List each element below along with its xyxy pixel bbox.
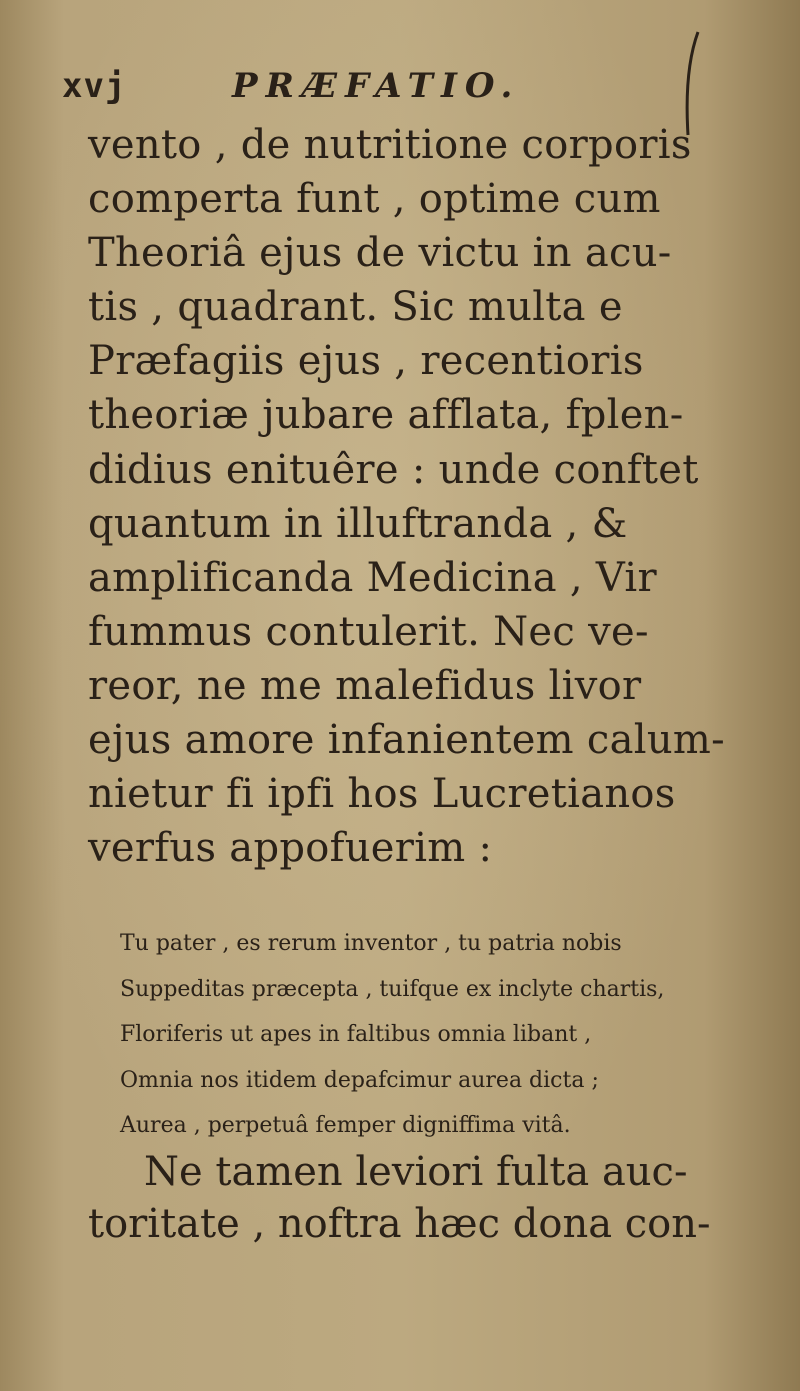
text-line: quantum in illuftranda , &: [88, 500, 628, 547]
text-line: vento , de nutritione corporis: [88, 122, 692, 168]
verse-line: Aurea , perpetuâ femper digniffima vitâ.: [120, 1113, 571, 1139]
verse-quotation: [120, 921, 760, 1149]
page-header: [62, 66, 682, 116]
closing-paragraph: [88, 1146, 778, 1250]
text-line: nietur fi ipfi hos Lucretianos: [88, 771, 676, 818]
text-line: tis , quadrant. Sic multa e: [88, 284, 623, 331]
text-line: fummus contulerit. Nec ve-: [88, 608, 649, 655]
text-line: Ne tamen leviori fulta auc-: [144, 1149, 688, 1195]
text-line: comperta funt , optime cum: [88, 176, 661, 223]
text-line: reor, ne me malefidus livor: [88, 662, 642, 709]
running-title: PRÆFATIO.: [232, 66, 521, 106]
verse-line: Floriferis ut apes in faltibus omnia libant ,: [120, 1022, 592, 1048]
text-line: verfus appofuerim :: [88, 825, 493, 872]
text-line: Præfagiis ejus , recentioris: [88, 338, 644, 385]
verse-line: Omnia nos itidem depafcimur aurea dicta ;: [120, 1067, 599, 1093]
verse-line: Tu pater , es rerum inventor , tu patria nobis: [120, 931, 622, 956]
text-line: Theoriâ ejus de victu in acu-: [88, 230, 672, 277]
text-line: theoriæ jubare afflata, fplen-: [88, 392, 684, 439]
page-numeral: xvj: [62, 66, 127, 106]
body-paragraph: [88, 118, 778, 875]
text-line: ejus amore infanientem calum-: [88, 717, 725, 764]
text-line: amplificanda Medicina , Vir: [88, 554, 657, 601]
verse-line: Suppeditas præcepta , tuifque ex inclyte chartis,: [120, 976, 665, 1002]
text-line: toritate , noftra hæc dona con-: [88, 1201, 711, 1247]
text-line: didius enituêre : unde conftet: [88, 446, 699, 493]
